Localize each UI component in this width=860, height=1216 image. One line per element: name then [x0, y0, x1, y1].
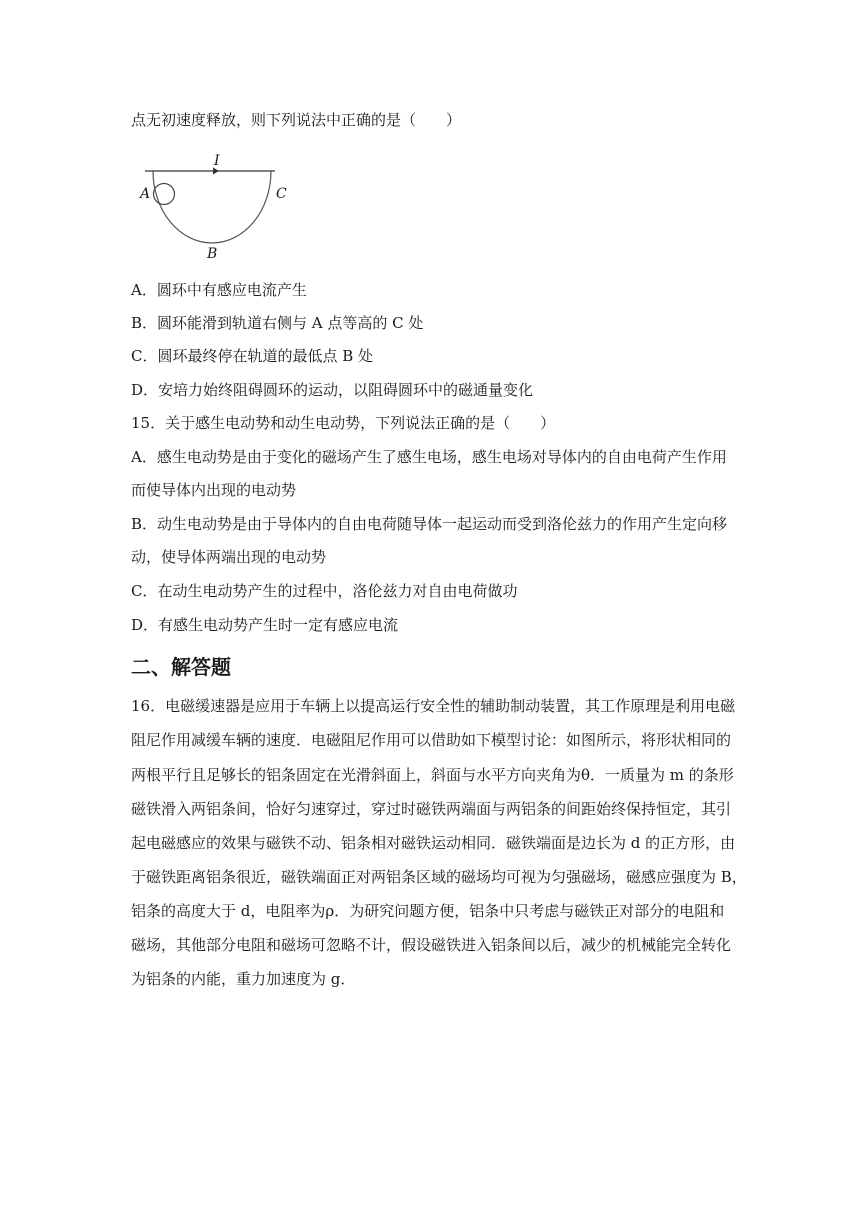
q14-option-c: C．圆环最终停在轨道的最低点 B 处: [131, 347, 374, 365]
q15-line: 而使导体内出现的电动势: [131, 481, 297, 499]
q16-line: 两根平行且足够长的铝条固定在光滑斜面上，斜面与水平方向夹角为θ．一质量为 m 的条形: [131, 766, 734, 784]
q15-line: B．动生电动势是由于导体内的自由电荷随导体一起运动而受到洛伦兹力的作用产生定向移: [131, 515, 728, 533]
q16-line: 16．电磁缓速器是应用于车辆上以提高运行安全性的辅助制动装置，其工作原理是利用电磁: [131, 697, 736, 715]
q15-line: 动，使导体两端出现的电动势: [131, 548, 327, 566]
q14-figure: [135, 148, 295, 266]
q16-line: 磁铁滑入两铝条间，恰好匀速穿过，穿过时磁铁两端面与两铝条的间距始终保持恒定，其引: [131, 800, 732, 818]
label-point-A: A: [140, 186, 151, 202]
q15-stem: 15．关于感生电动势和动生电动势，下列说法正确的是（ ）: [131, 414, 556, 432]
q16-line: 磁场，其他部分电阻和磁场可忽略不计，假设磁铁进入铝条间以后，减少的机械能完全转化: [131, 936, 732, 954]
semicircle-track-diagram: [135, 148, 295, 266]
q16-line: 为铝条的内能，重力加速度为 g．: [131, 970, 356, 988]
q15-line: A．感生电动势是由于变化的磁场产生了感生电场，感生电场对导体内的自由电荷产生作用: [131, 448, 727, 466]
q16-line: 起电磁感应的效果与磁铁不动、铝条相对磁铁运动相同．磁铁端面是边长为 d 的正方形，由: [131, 834, 736, 852]
q14-option-a: A．圆环中有感应电流产生: [131, 281, 307, 299]
q14-option-b: B．圆环能滑到轨道右侧与 A 点等高的 C 处: [131, 314, 424, 332]
metal-ring: [154, 184, 175, 205]
label-point-B: B: [207, 246, 218, 262]
section-title: 二、解答题: [131, 655, 231, 679]
q16-line: 于磁铁距离铝条很近，磁铁端面正对两铝条区域的磁场均可视为匀强磁场，磁感应强度为 B，: [131, 868, 747, 886]
q14-stem-tail: 点无初速度释放，则下列说法中正确的是（ ）: [131, 111, 462, 129]
q15-line: D．有感生电动势产生时一定有感应电流: [131, 616, 399, 634]
q15-line: C．在动生电动势产生的过程中，洛伦兹力对自由电荷做功: [131, 582, 518, 600]
label-current-I: I: [214, 153, 220, 169]
label-point-C: C: [276, 186, 287, 202]
q16-line: 阻尼作用减缓车辆的速度．电磁阻尼作用可以借助如下模型讨论：如图所示，将形状相同的: [131, 731, 732, 749]
semicircular-track: [153, 171, 271, 243]
q14-option-d: D．安培力始终阻碍圆环的运动，以阻碍圆环中的磁通量变化: [131, 381, 534, 399]
q16-line: 铝条的高度大于 d，电阻率为ρ．为研究问题方便，铝条中只考虑与磁铁正对部分的电阻和: [131, 902, 725, 920]
